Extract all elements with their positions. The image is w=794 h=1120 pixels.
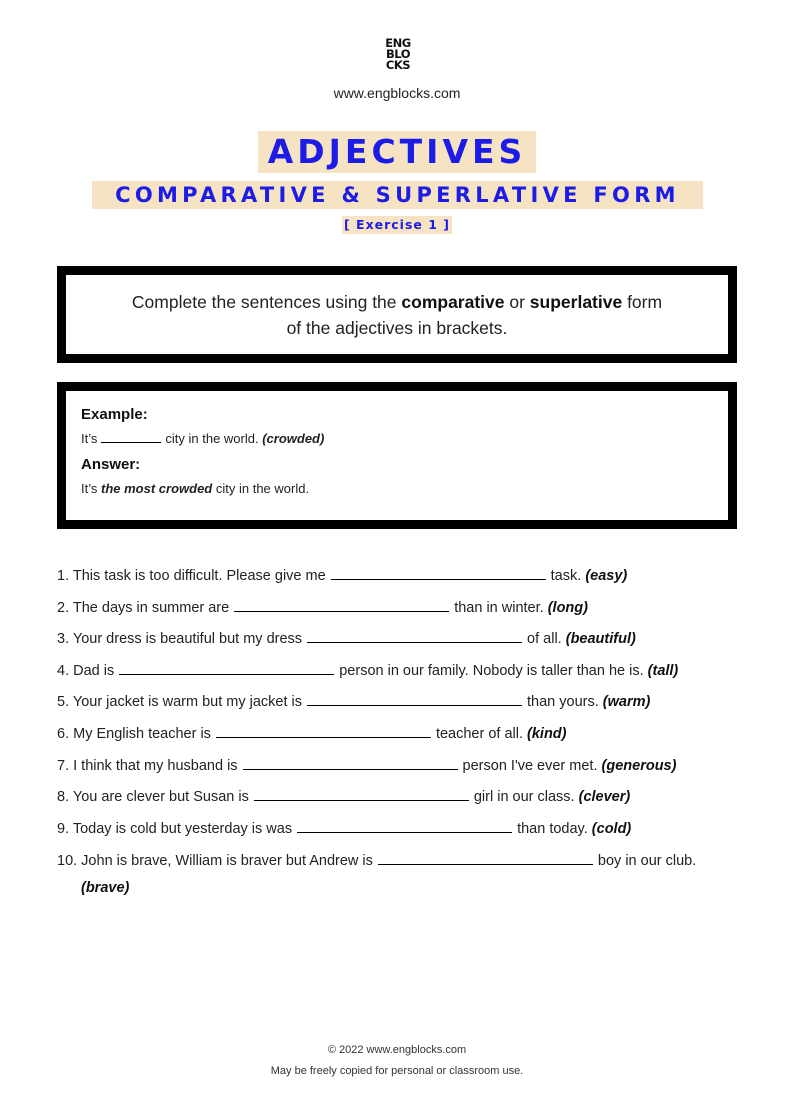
page-title: ADJECTIVES [258,131,536,173]
instructions-part: form [622,291,663,312]
question-text: task. [550,568,582,584]
answer-sentence [81,480,728,498]
answer-blank[interactable] [307,628,522,643]
question-hint: (kind) [527,725,567,742]
logo-line: CKS [385,58,411,72]
instructions-bold-comparative: comparative [401,291,505,312]
instructions-box [57,266,737,363]
question-text: than yours. [527,694,599,711]
example-box [57,382,737,529]
question-text: 8. You are clever but Susan is [57,789,249,806]
logo-line: ENG [385,36,411,50]
answer-blank[interactable] [216,723,431,738]
question-text: 10. John is brave, William is braver but Andrew is [57,853,373,870]
question-item [57,817,747,849]
answer-blank[interactable] [234,597,449,612]
question-text: teacher of all. [435,725,523,742]
example-blank [101,430,161,443]
question-item [57,754,747,786]
question-hint: (warm) [602,694,651,711]
instructions-part: Complete the sentences using the [131,291,402,312]
answer-blank[interactable] [243,755,458,770]
question-text: 2. The days in summer are [57,599,230,616]
example-before: It’s [81,431,98,446]
answer-blank[interactable] [119,660,334,675]
question-text: 5. Your jacket is warm but my jacket is [57,694,302,711]
question-item [57,596,747,628]
instructions-part: or [504,291,530,312]
question-hint: (brave) [81,880,130,897]
question-text: person I've ever met. [462,757,598,774]
question-item [57,848,731,902]
engblocks-logo [378,38,418,71]
question-hint: (cold) [591,820,632,837]
question-text: 1. This task is too difficult. Please give me [57,568,326,584]
question-text: person in our family. Nobody is taller than he is. [339,662,644,679]
question-text: of all. [527,631,562,648]
answer-blank[interactable] [307,691,522,706]
question-item [57,785,747,817]
answer-before: It’s [81,481,101,496]
question-hint: (tall) [647,662,679,679]
question-text: 3. Your dress is beautiful but my dress [57,631,303,648]
answer-blank[interactable] [254,786,469,801]
page-subtitle: COMPARATIVE & SUPERLATIVE FORM [92,181,703,209]
question-text: 4. Dad is [57,662,115,679]
exercise-tag: [ Exercise 1 ] [343,217,451,232]
answer-bold: the most crowded [101,481,213,496]
question-hint: (beautiful) [565,631,636,648]
answer-after: city in the world. [212,481,310,496]
footer-note: May be freely copied for personal or classroom use. [270,1065,524,1077]
site-url: www.engblocks.com [333,85,461,101]
question-item [57,690,747,722]
question-item [57,722,747,754]
question-hint: (generous) [601,757,677,774]
question-text: than today. [517,820,588,837]
answer-label: Answer: [81,456,141,473]
example-sentence [81,430,728,448]
question-hint: (long) [547,599,588,616]
logo-line: BLO [386,47,410,61]
question-item [57,627,747,659]
example-hint: (crowded) [262,431,325,446]
question-text: 7. I think that my husband is [57,757,238,774]
question-text: 9. Today is cold but yesterday is was [57,820,293,837]
example-after: city in the world. [165,431,259,446]
question-item [57,659,747,691]
instructions-part: of the adjectives in brackets. [286,317,508,338]
example-label: Example: [81,406,148,423]
answer-blank[interactable] [378,850,593,865]
answer-blank[interactable] [331,565,546,580]
question-text: boy in our club. [597,853,697,870]
question-item [57,564,747,596]
instructions-bold-superlative: superlative [529,291,623,312]
question-text: girl in our class. [473,789,575,806]
question-hint: (easy) [585,568,628,584]
footer-copyright: © 2022 www.engblocks.com [327,1044,467,1056]
question-list [57,564,747,902]
question-text: than in winter. [454,599,544,616]
question-text: 6. My English teacher is [57,725,211,742]
question-hint: (clever) [578,789,631,806]
answer-blank[interactable] [297,818,512,833]
instructions-text [132,289,662,341]
